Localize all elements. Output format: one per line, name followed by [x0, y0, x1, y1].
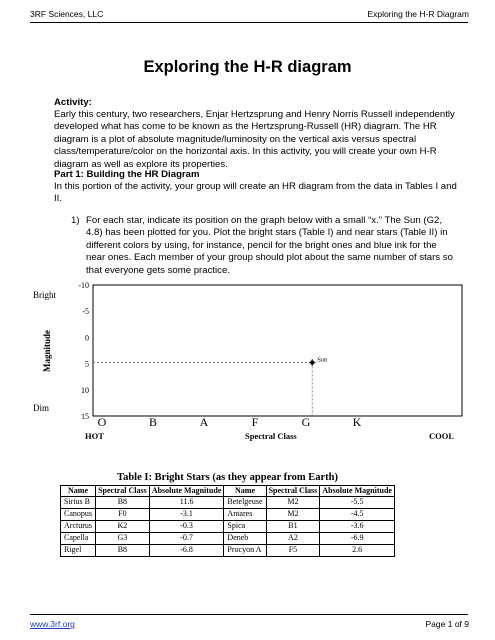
col-spectral-2: Spectral Class [266, 486, 320, 497]
x-category-label: G [301, 415, 311, 429]
table-row [61, 508, 395, 520]
cool-label: COOL [429, 431, 455, 441]
table-cell: K2 [96, 520, 150, 532]
table-cell: Capella [61, 532, 96, 544]
sun-label: Sun [317, 356, 328, 364]
footer-divider [30, 614, 468, 615]
table-cell: G3 [96, 532, 150, 544]
col-magnitude-1: Absolute Magnitude [149, 486, 224, 497]
col-magnitude-2: Absolute Magnitude [320, 486, 395, 497]
activity-paragraph: Early this century, two researchers, Enjar Hertzsprung and Henry Norris Russell independently developed what has come to be known as the Hertzsprung-Russell (HR) diagram. The HR diagram is a plot of absolute magnitude/luminosity on the vertical axis versus spectral class/temperature/color on the horizontal axis. In this activity, you will create your own H-R diagram as well as explore its properties. [54, 109, 455, 170]
hr-diagram-chart [30, 276, 470, 456]
table-cell: -6.9 [320, 532, 395, 544]
table-cell: F5 [266, 544, 320, 556]
col-name-1: Name [61, 486, 96, 497]
col-spectral-1: Spectral Class [96, 486, 150, 497]
col-name-2: Name [224, 486, 266, 497]
table-cell: M2 [266, 508, 320, 520]
table-cell: -3.1 [149, 508, 224, 520]
table-cell: Spica [224, 520, 266, 532]
y-tick-label: 10 [81, 385, 89, 395]
table-cell: M2 [266, 496, 320, 508]
page-title: Exploring the H-R diagram [143, 58, 352, 76]
table-cell: -5.5 [320, 496, 395, 508]
table-cell: -0.7 [149, 532, 224, 544]
y-tick-label: -5 [82, 307, 89, 317]
table-cell: B8 [96, 496, 150, 508]
plot-frame [93, 285, 462, 416]
y-axis-label: Magnitude [42, 329, 52, 373]
instruction-number: 1) [71, 215, 80, 226]
table-cell: Sirius B [61, 496, 96, 508]
instruction-text: For each star, indicate its position on the graph below with a small “x.” The Sun (G2, 4.8) has been plotted for you. Plot the bright stars (Table I) and near stars (Table II) in different colors by using, for instance, pencil for the bright ones and blue ink for the near ones. Each member of your group should plot about the same number of stars so that everyone gets some practice. [86, 215, 453, 276]
table-cell: Betelgeuse [224, 496, 266, 508]
table-cell: 2.6 [320, 544, 395, 556]
x-axis-label: Spectral Class [245, 431, 297, 441]
x-category-label: A [199, 415, 209, 429]
hr-diagram-svg [30, 276, 470, 456]
x-category-label: O [97, 415, 107, 429]
activity-heading: Activity: [54, 97, 92, 108]
y-tick-label: 5 [85, 359, 89, 369]
footer-website-link[interactable]: www.3rf.org [30, 619, 75, 629]
hot-label: HOT [85, 431, 104, 441]
x-category-label: F [251, 415, 259, 429]
table-cell: Rigel [61, 544, 96, 556]
table-cell: 11.6 [149, 496, 224, 508]
table-cell: F0 [96, 508, 150, 520]
table-cell: Canopus [61, 508, 96, 520]
header-divider [30, 22, 468, 23]
y-tick-label: -10 [78, 281, 89, 290]
table-cell: B8 [96, 544, 150, 556]
y-tick-label: 15 [81, 412, 89, 421]
table-row [61, 520, 395, 532]
table-cell: Arcturus [61, 520, 96, 532]
table-row [61, 544, 395, 556]
table-cell: B1 [266, 520, 320, 532]
bright-stars-table [60, 485, 395, 557]
part1-heading: Part 1: Building the HR Diagram [54, 169, 200, 180]
header-company: 3RF Sciences, LLC [30, 9, 104, 19]
dim-label: Dim [33, 403, 50, 413]
table-cell: -6.8 [149, 544, 224, 556]
x-category-label: B [148, 415, 158, 429]
table-row [61, 496, 395, 508]
table-cell: -0.3 [149, 520, 224, 532]
table-cell: Antares [224, 508, 266, 520]
table-cell: Procyon A [224, 544, 266, 556]
table1-title: Table I: Bright Stars (as they appear from Earth) [117, 472, 338, 483]
table-header-row [61, 486, 395, 497]
y-tick-label: 0 [85, 333, 89, 343]
table-cell: A2 [266, 532, 320, 544]
table-cell: -4.5 [320, 508, 395, 520]
table-row [61, 532, 395, 544]
x-category-label: K [352, 415, 362, 429]
footer-page-number: Page 1 of 9 [425, 619, 469, 629]
bright-label: Bright [33, 290, 57, 300]
header-document-title: Exploring the H-R Diagram [367, 9, 469, 19]
table-cell: -3.6 [320, 520, 395, 532]
table-cell: Deneb [224, 532, 266, 544]
part1-paragraph: In this portion of the activity, your group will create an HR diagram from the data in Tables I and II. [54, 181, 457, 205]
